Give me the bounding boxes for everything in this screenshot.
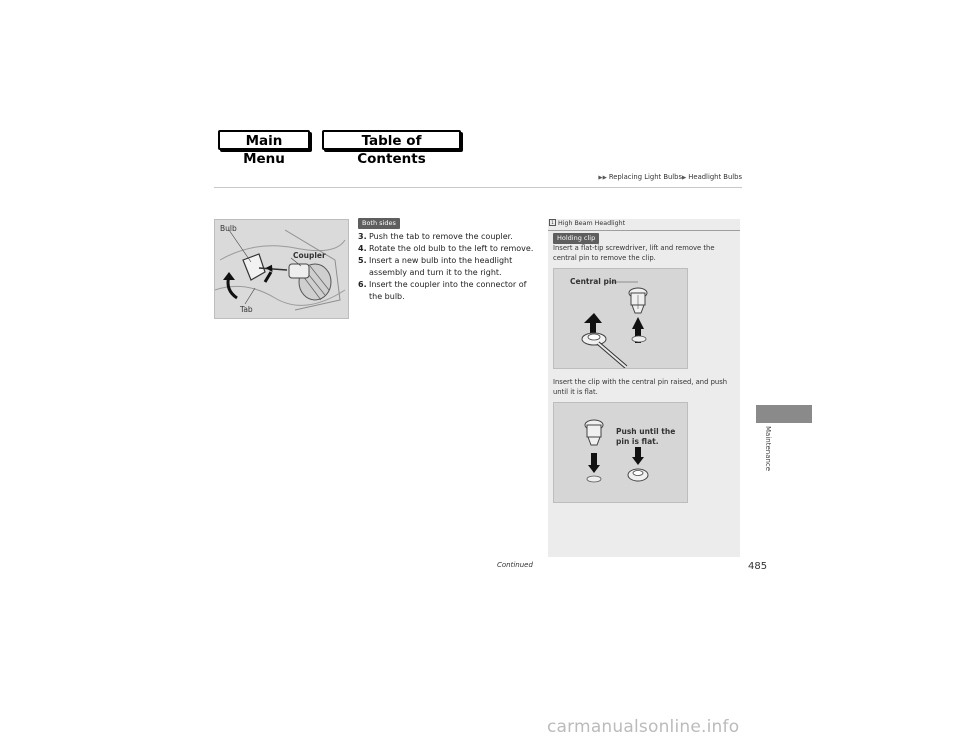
central-pin-label: Central pin <box>570 277 617 286</box>
insert-clip-text: Insert the clip with the central pin raised, and push until it is flat. <box>553 378 728 396</box>
push-pin-illustration <box>554 403 687 502</box>
note-icon: 1 <box>549 219 556 226</box>
step-number: 3. <box>358 232 367 241</box>
step-text: Rotate the old bulb to the left to remove. <box>369 244 534 253</box>
bulb-coupler-illustration <box>215 220 348 318</box>
step-text: Push the tab to remove the coupler. <box>369 232 513 241</box>
breadcrumb-separator-icon: ▶ <box>682 175 687 181</box>
main-menu-button[interactable]: Main Menu <box>218 130 310 150</box>
breadcrumb-arrows-icon: ▶▶ <box>598 175 607 181</box>
breadcrumb <box>598 173 742 181</box>
coupler-label: Coupler <box>293 251 326 260</box>
step-item <box>358 255 540 279</box>
remove-clip-text: Insert a flat-tip screwdriver, lift and remove the central pin to remove the clip. <box>553 244 715 262</box>
continued-label: Continued <box>497 561 533 569</box>
both-sides-tag: Both sides <box>358 218 400 229</box>
page-number: 485 <box>748 561 768 572</box>
holding-clip-tag: Holding clip <box>553 233 599 244</box>
push-label-line-2: pin is flat. <box>616 437 659 446</box>
sidebar-note <box>548 219 740 557</box>
step-number: 4. <box>358 244 367 253</box>
central-pin-illustration <box>554 269 687 368</box>
section-label: Maintenance <box>764 426 772 472</box>
step-text: Insert a new bulb into the headlight assembly and turn it to the right. <box>369 256 513 277</box>
tab-label: Tab <box>240 305 253 314</box>
steps-list <box>358 231 540 303</box>
step-item <box>358 279 540 303</box>
step-text: Insert the coupler into the connector of the bulb. <box>369 280 527 301</box>
step-item <box>358 231 540 243</box>
table-of-contents-button[interactable]: Table of Contents <box>322 130 461 150</box>
step-number: 5. <box>358 256 367 265</box>
push-label-line-1: Push until the <box>616 427 676 436</box>
step-item <box>358 243 540 255</box>
push-pin-figure <box>553 402 688 503</box>
central-pin-figure <box>553 268 688 369</box>
breadcrumb-page: Headlight Bulbs <box>688 173 742 181</box>
bulb-label: Bulb <box>220 224 237 233</box>
sidebar-heading <box>548 219 740 231</box>
step-number: 6. <box>358 280 367 289</box>
header-divider <box>214 187 742 188</box>
section-tab[interactable] <box>756 405 812 423</box>
watermark-text: carmanualsonline.info <box>547 717 740 737</box>
bulb-coupler-figure <box>214 219 349 319</box>
breadcrumb-section[interactable]: Replacing Light Bulbs <box>608 173 683 181</box>
sidebar-heading-text: High Beam Headlight <box>558 220 626 227</box>
